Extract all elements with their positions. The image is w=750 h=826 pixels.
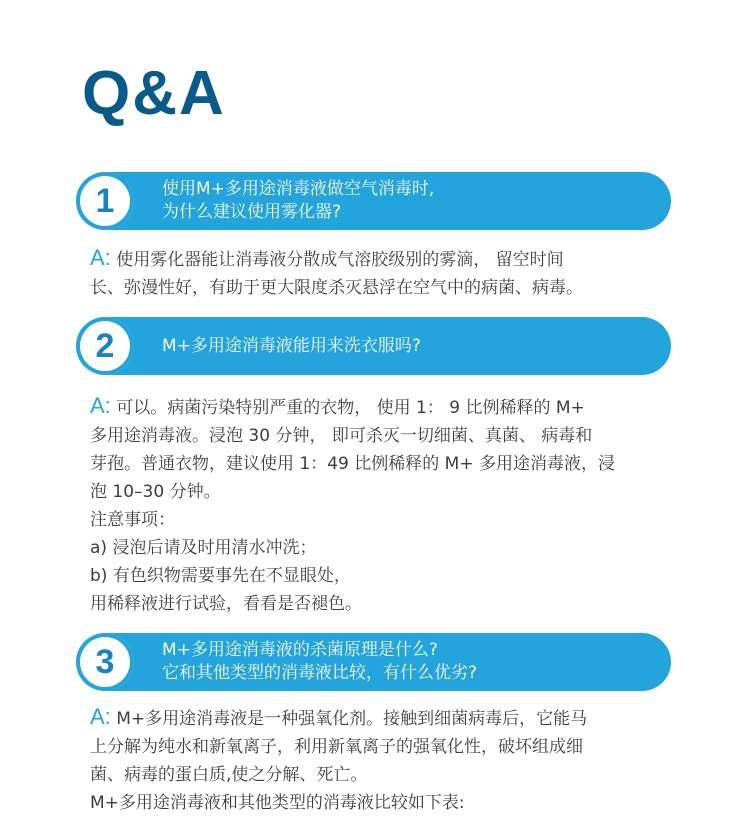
page-title: Q&A bbox=[82, 59, 226, 128]
answer-1-text-1: 使用雾化器能让消毒液分散成气溶胶级别的雾滴， 留空时间 bbox=[116, 250, 564, 270]
answer-2-prefix: A: bbox=[90, 393, 111, 418]
answer-2-line-6: a) 浸泡后请及时用清水冲洗； bbox=[90, 538, 317, 558]
answer-2-text-1: 可以。病菌污染特别严重的衣物， 使用 1： 9 比例稀释的 M+ bbox=[116, 398, 585, 418]
question-1-line-2: 为什么建议使用雾化器? bbox=[162, 202, 342, 222]
question-number-badge-3 bbox=[76, 633, 134, 691]
answer-3-line-3: 菌、病毒的蛋白质,使之分解、死亡。 bbox=[90, 765, 368, 785]
answer-2-line-8: 用稀释液进行试验，看看是否褪色。 bbox=[90, 594, 362, 614]
question-text-1 bbox=[162, 172, 651, 230]
answer-1-line-2: 长、弥漫性好，有助于更大限度杀灭悬浮在空气中的病菌、病毒。 bbox=[90, 278, 583, 298]
question-number-badge-2 bbox=[76, 317, 134, 375]
answer-3-line-4: M+多用途消毒液和其他类型的消毒液比较如下表: bbox=[90, 793, 465, 813]
answer-1-line-1 bbox=[90, 244, 670, 274]
answer-2-line-4: 泡 10–30 分钟。 bbox=[90, 482, 221, 502]
question-number-1: 1 bbox=[95, 182, 115, 220]
question-bar-2 bbox=[76, 317, 671, 375]
question-3-line-2: 它和其他类型的消毒液比较，有什么优劣? bbox=[162, 663, 478, 683]
answer-3-line-1 bbox=[90, 703, 670, 733]
answer-3-line-2: 上分解为纯水和新氧离子，利用新氧离子的强氧化性，破坏组成细 bbox=[90, 737, 583, 757]
question-number-3: 3 bbox=[95, 643, 115, 681]
answer-2-line-3: 芽孢。普通衣物，建议使用 1：49 比例稀释的 M+ 多用途消毒液，浸 bbox=[90, 454, 615, 474]
question-2-line-1: M+多用途消毒液能用来洗衣服吗? bbox=[162, 335, 421, 356]
answer-2-line-7: b) 有色织物需要事先在不显眼处， bbox=[90, 566, 351, 586]
question-number-badge-1 bbox=[76, 172, 134, 230]
answer-1 bbox=[90, 244, 670, 302]
answer-3 bbox=[90, 703, 670, 817]
answer-3-prefix: A: bbox=[90, 704, 111, 729]
answer-3-text-1: M+多用途消毒液是一种强氧化剂。接触到细菌病毒后，它能马 bbox=[116, 709, 588, 729]
question-bar-1 bbox=[76, 172, 671, 230]
question-3-line-1: M+多用途消毒液的杀菌原理是什么? bbox=[162, 640, 438, 660]
answer-2-line-1 bbox=[90, 392, 670, 422]
answer-1-prefix: A: bbox=[90, 245, 111, 270]
answer-2-line-5: 注意事项： bbox=[90, 510, 175, 530]
question-number-2: 2 bbox=[95, 327, 115, 365]
answer-2 bbox=[90, 392, 670, 618]
question-bar-3 bbox=[76, 633, 671, 691]
question-1-line-1: 使用M+多用途消毒液做空气消毒时, bbox=[162, 179, 435, 199]
question-text-2 bbox=[162, 317, 651, 375]
answer-2-line-2: 多用途消毒液。浸泡 30 分钟， 即可杀灭一切细菌、真菌、 病毒和 bbox=[90, 426, 593, 446]
question-text-3 bbox=[162, 633, 651, 691]
